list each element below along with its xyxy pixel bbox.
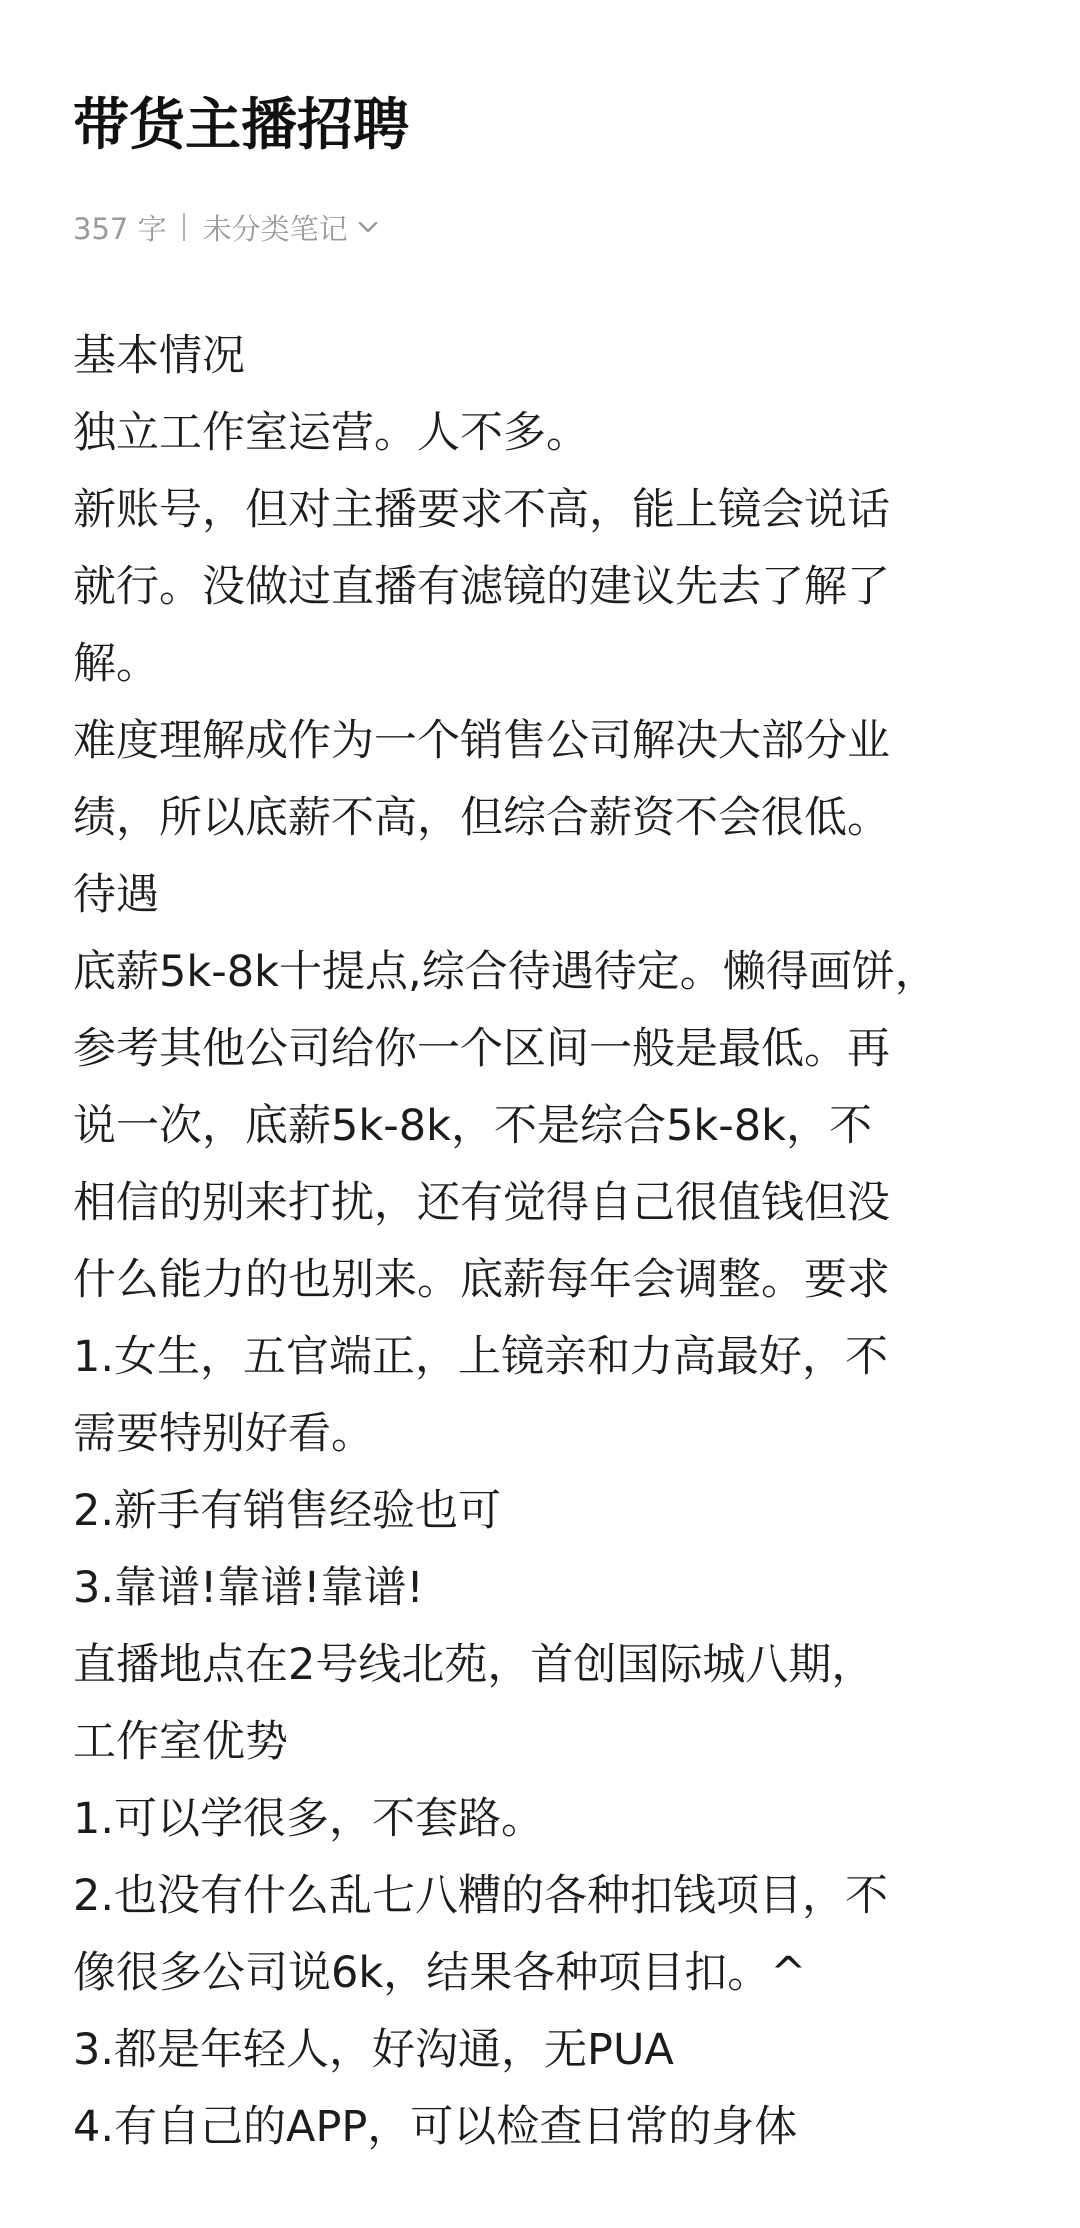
note-meta <box>73 202 380 252</box>
category-selector[interactable] <box>203 207 380 248</box>
note-line: 2.新手有销售经验也可 <box>73 1486 502 1536</box>
note-line: 1.女生，五官端正，上镜亲和力高最好，不 <box>73 1332 889 1382</box>
note-line: 4.有自己的APP，可以检查日常的身体 <box>73 2102 798 2152</box>
note-line: 独立工作室运营。人不多。 <box>73 408 589 458</box>
note-line: 2.也没有什么乱七八糟的各种扣钱项目，不 <box>73 1871 889 1921</box>
note-line: 什么能力的也别来。底薪每年会调整。要求 <box>73 1255 890 1305</box>
note-line: 像很多公司说6k，结果各种项目扣。^ <box>73 1948 807 1998</box>
note-line: 参考其他公司给你一个区间一般是最低。再 <box>73 1024 890 1074</box>
note-line: 基本情况 <box>73 331 245 381</box>
note-body[interactable] <box>73 318 1013 2166</box>
note-line: 解。 <box>73 639 159 689</box>
note-line: 工作室优势 <box>73 1717 288 1767</box>
note-line: 就行。没做过直播有滤镜的建议先去了解了 <box>73 562 890 612</box>
note-line: 直播地点在2号线北苑，首创国际城八期， <box>73 1640 875 1690</box>
chevron-down-icon <box>356 215 380 239</box>
note-line: 3.都是年轻人，好沟通，无PUA <box>73 2025 674 2075</box>
meta-divider <box>183 213 185 241</box>
category-label: 未分类笔记 <box>202 211 348 246</box>
note-line: 1.可以学很多，不套路。 <box>73 1794 545 1844</box>
note-line: 难度理解成作为一个销售公司解决大部分业 <box>73 716 890 766</box>
note-line: 底薪5k-8k十提点,综合待遇待定。懒得画饼， <box>73 947 938 997</box>
note-line: 绩，所以底薪不高，但综合薪资不会很低。 <box>73 793 890 843</box>
note-line: 相信的别来打扰，还有觉得自己很值钱但没 <box>73 1178 890 1228</box>
note-line: 新账号，但对主播要求不高，能上镜会说话 <box>73 485 890 535</box>
word-count: 357 字 <box>73 211 167 246</box>
note-line: 待遇 <box>73 870 159 920</box>
note-line: 3.靠谱!靠谱!靠谱! <box>73 1563 424 1613</box>
note-title[interactable]: 带货主播招聘 <box>73 93 409 158</box>
note-line: 需要特别好看。 <box>73 1409 374 1459</box>
note-line: 说一次，底薪5k-8k，不是综合5k-8k，不 <box>73 1101 873 1151</box>
